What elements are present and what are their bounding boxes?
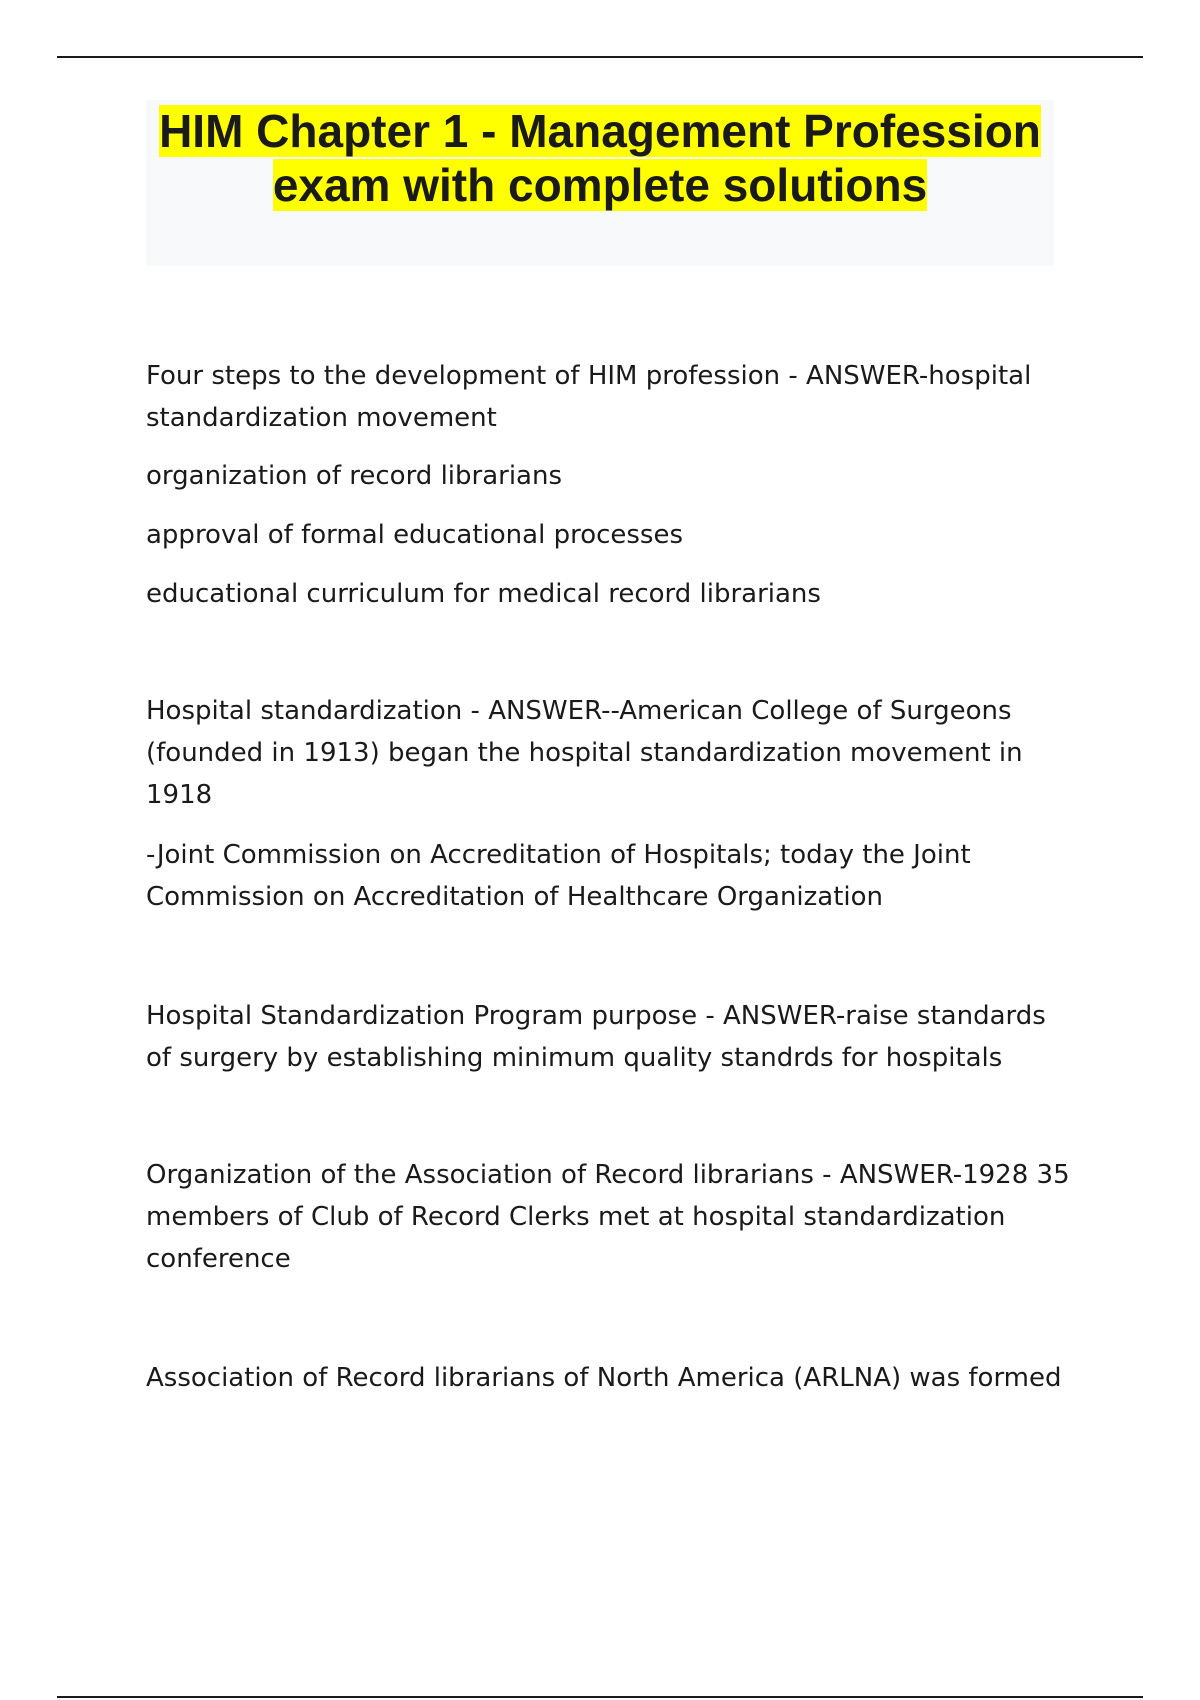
document-title: [146, 104, 1054, 212]
paragraph-hospital-standardization: Hospital standardization - ANSWER--American College of Surgeons (founded in 1913) began the hospital standardization movement in 1918: [146, 696, 1023, 810]
title-box: [146, 100, 1054, 266]
paragraph-arlna: Association of Record librarians of North America (ARLNA) was formed: [146, 1363, 1062, 1393]
bottom-divider: [57, 1696, 1143, 1698]
paragraph-program-purpose: Hospital Standardization Program purpose - ANSWER-raise standards of surgery by establishing minimum quality standrds for hospitals: [146, 1001, 1046, 1073]
paragraph-organization: organization of record librarians: [146, 461, 563, 491]
paragraph-association-organization: Organization of the Association of Record librarians - ANSWER-1928 35 members of Club of Record Clerks met at hospital standardization conference: [146, 1160, 1070, 1274]
paragraph-approval: approval of formal educational processes: [146, 520, 684, 550]
top-divider: [57, 56, 1143, 58]
paragraph-curriculum: educational curriculum for medical record librarians: [146, 579, 821, 609]
paragraph-joint-commission: -Joint Commission on Accreditation of Hospitals; today the Joint Commission on Accreditation of Healthcare Organization: [146, 840, 971, 912]
document-title-text: HIM Chapter 1 - Management Profession exam with complete solutions: [159, 105, 1041, 211]
paragraph-four-steps: Four steps to the development of HIM profession - ANSWER-hospital standardization movement: [146, 361, 1032, 433]
